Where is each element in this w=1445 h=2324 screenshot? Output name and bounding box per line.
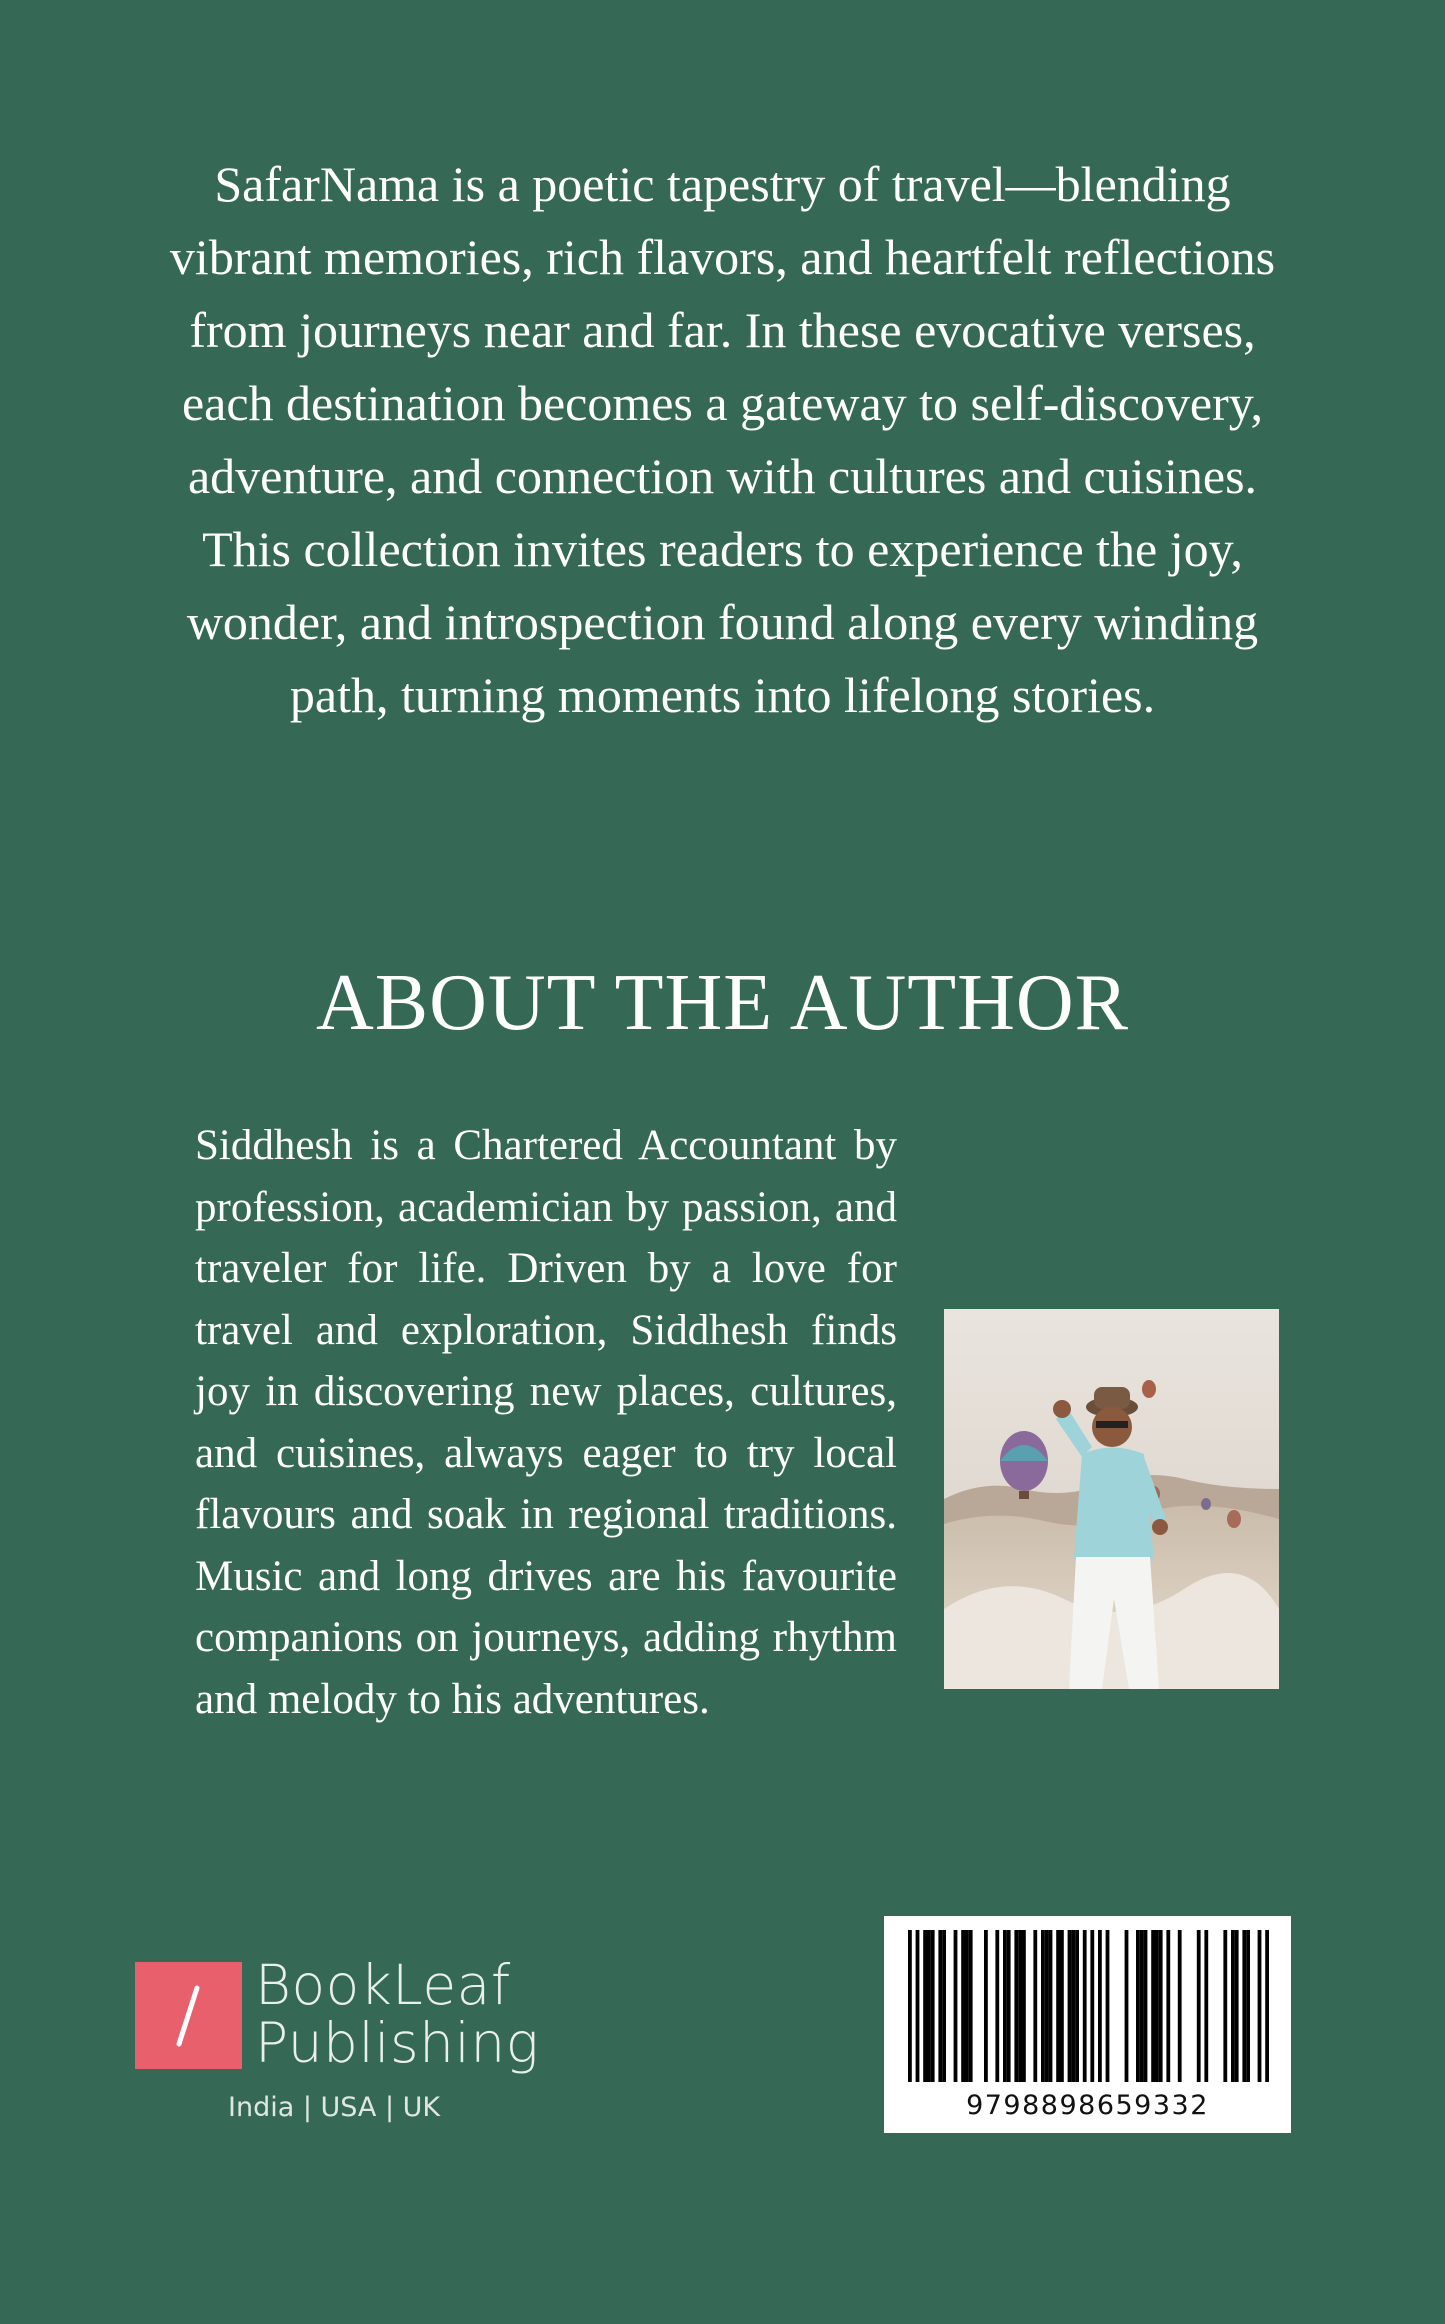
barcode-bar (1246, 1930, 1250, 2082)
barcode-bar (908, 1930, 912, 2082)
barcode-bar (1071, 1930, 1075, 2082)
publisher-name-line1: BookLeaf (255, 1953, 511, 2017)
barcode-bar (1060, 1930, 1064, 2082)
barcode-bar (1159, 1930, 1163, 2082)
barcode-bar (931, 1930, 935, 2082)
barcode-bar (969, 1930, 973, 2082)
isbn-barcode (884, 1916, 1291, 2133)
publisher-name-line2: Publishing (255, 2011, 540, 2075)
isbn-number: 9798898659332 (966, 2090, 1209, 2121)
barcode-bar (1075, 1930, 1079, 2082)
barcode-bar (927, 1930, 931, 2082)
publisher-regions: India | USA | UK (228, 2092, 441, 2123)
barcode-bar (954, 1930, 958, 2082)
barcode-bar (1014, 1930, 1018, 2082)
barcode-bars (884, 1916, 1291, 2088)
barcode-bar (1041, 1930, 1045, 2082)
barcode-bar (1265, 1930, 1269, 2082)
barcode-bar (942, 1930, 946, 2082)
barcode-bar (1178, 1930, 1182, 2082)
publisher-name (255, 1953, 540, 2075)
barcode-bar (1098, 1930, 1102, 2082)
barcode-bar (1033, 1930, 1037, 2082)
barcode-bar (961, 1930, 965, 2082)
author-photo (944, 1309, 1279, 1689)
barcode-bar (965, 1930, 969, 2082)
barcode-bar (1231, 1930, 1235, 2082)
barcode-bar (1235, 1930, 1239, 2082)
barcode-bar (1258, 1930, 1262, 2082)
barcode-bar (1136, 1930, 1140, 2082)
barcode-bar (923, 1930, 927, 2082)
barcode-bar (1090, 1930, 1094, 2082)
book-blurb: SafarNama is a poetic tapestry of travel—blending vibrant memories, rich flavors, and heartfelt reflections from journeys near and far. In these evocative verses, each destination becomes a gateway to self-discovery, adventure, and connection with cultures and cuisines. This collection invites readers to experience the joy, wonder, and introspection found along every winding path, turning moments into lifelong stories. (169, 156, 1276, 723)
about-author-heading: ABOUT THE AUTHOR (315, 959, 1130, 1047)
barcode-bar (995, 1930, 999, 2082)
barcode-bar (938, 1930, 942, 2082)
barcode-bar (1151, 1930, 1155, 2082)
barcode-bar (1018, 1930, 1022, 2082)
barcode-bar (1106, 1930, 1110, 2082)
barcode-bar (1022, 1930, 1026, 2082)
publisher-logo (135, 1953, 555, 2132)
barcode-bar (1155, 1930, 1159, 2082)
barcode-bar (1056, 1930, 1060, 2082)
barcode-bar (1083, 1930, 1087, 2082)
barcode-bar (1068, 1930, 1072, 2082)
barcode-bar (1049, 1930, 1053, 2082)
author-bio: Siddhesh is a Chartered Accountant by profession, academician by passion, and traveler for life. Driven by a love for travel and exploration, Siddhesh finds joy in discovering new places, cultures, and cuisines, always eager to try local flavours and soak in regional traditions. Music and long drives are his favourite companions on journeys, adding rhythm and melody to his adventures. (195, 1122, 897, 1723)
barcode-bar (1144, 1930, 1148, 2082)
barcode-bar (1242, 1930, 1246, 2082)
barcode-bar (1003, 1930, 1007, 2082)
barcode-bar (1204, 1930, 1208, 2082)
barcode-bar (1140, 1930, 1144, 2082)
barcode-bar (1007, 1930, 1011, 2082)
barcode-bar (984, 1930, 988, 2082)
slash-icon (135, 1962, 242, 2069)
barcode-bar (1223, 1930, 1227, 2082)
barcode-bar (1045, 1930, 1049, 2082)
barcode-bar (1197, 1930, 1201, 2082)
barcode-bar (1125, 1930, 1129, 2082)
barcode-bar (1166, 1930, 1170, 2082)
barcode-bar (916, 1930, 920, 2082)
